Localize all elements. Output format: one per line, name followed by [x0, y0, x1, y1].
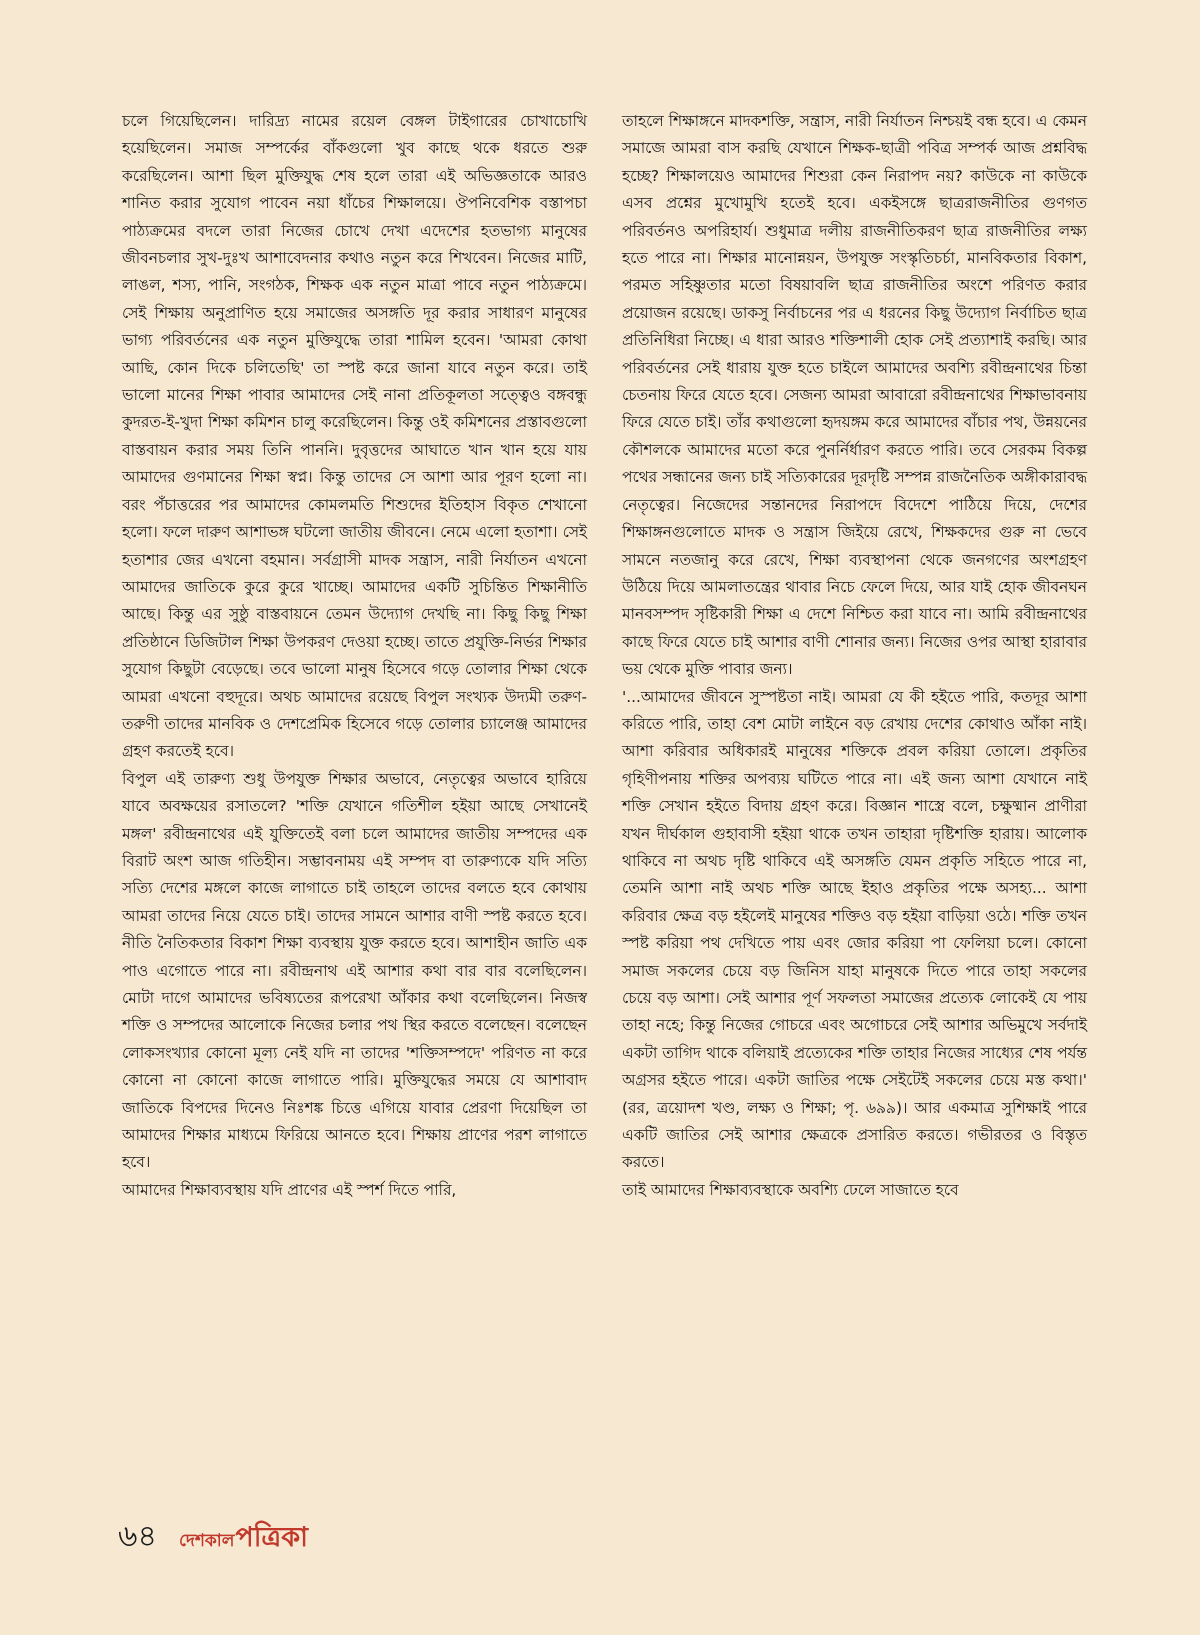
paragraph: আমাদের শিক্ষাব্যবস্থায় যদি প্রাণের এই স্পর্শ দিতে পারি, [122, 1180, 457, 1199]
quote-paragraph: '...আমাদের জীবনে সুস্পষ্টতা নাই। আমরা যে কী হইতে পারি, কতদূর আশা করিতে পারি, তাহা বেশ মোটা লাইনে বড় রেখায় দেশের কোথাও আঁকা নাই। আশা করিবার অধিকারই মানুষের শক্তিকে প্রবল করিয়া তোলে। প্রকৃতির গৃহিণীপনায় শক্তির অপব্যয় ঘটিতে পারে না। এই জন্য আশা যেখানে নাই শক্তি সেখান হইতে বিদায় গ্রহণ করে। বিজ্ঞান শাস্ত্রে বলে, চক্ষুষ্মান প্রাণীরা যখন দীর্ঘকাল গুহাবাসী হইয়া থাকে তখন তাহারা দৃষ্টিশক্তি হারায়। আলোক থাকিবে না অথচ দৃষ্টি থাকিবে এই অসঙ্গতি যেমন প্রকৃতি সহিতে পারে না, তেমনি আশা নাই অথচ শক্তি আছে ইহাও প্রকৃতির পক্ষে অসহ্য... আশা করিবার ক্ষেত্র বড় হইলেই মানুষের শক্তিও বড় হইয়া বাড়িয়া ওঠে। শক্তি তখন স্পষ্ট করিয়া পথ দেখিতে পায় এবং জোর করিয়া পা ফেলিয়া চলে। কোনো সমাজ সকলের চেয়ে বড় জিনিস যাহা মানুষকে দিতে পারে তাহা সকলের চেয়ে বড় আশা। সেই আশার পূর্ণ সফলতা সমাজের প্রত্যেক লোকেই যে পায় তাহা নহে; কিন্তু নিজের গোচরে এবং অগোচরে সেই আশার অভিমুখে সর্বদাই একটা তাগিদ থাকে বলিয়াই প্রত্যেকের শক্তি তাহার নিজের সাধ্যের শেষ পর্যন্ত অগ্রসর হইতে পারে। একটা জাতির পক্ষে সেইটেই সকলের চেয়ে মস্ত কথা।' (রর, ত্রয়োদশ খণ্ড, লক্ষ্য ও শিক্ষা; পৃ. ৬৯৯)। আর একমাত্র সুশিক্ষাই পারে একটি জাতির সেই আশার ক্ষেত্রকে প্রসারিত করতে। গভীরতর ও বিস্তৃত করতে। [622, 687, 1087, 1172]
paragraph: তাহলে শিক্ষাঙ্গনে মাদকশক্তি, সন্ত্রাস, নারী নির্যাতন নিশ্চয়ই বন্ধ হবে। এ কেমন সমাজে আমরা বাস করছি যেখানে শিক্ষক-ছাত্রী পবিত্র সম্পর্ক আজ প্রশ্নবিদ্ধ হচ্ছে? শিক্ষালয়েও আমাদের শিশুরা কেন নিরাপদ নয়? কাউকে না কাউকে এসব প্রশ্নের মুখোমুখি হতেই হবে। একইসঙ্গে ছাত্ররাজনীতির গুণগত পরিবর্তনও অপরিহার্য। শুধুমাত্র দলীয় রাজনীতিকরণ ছাত্র রাজনীতির লক্ষ্য হতে পারে না। শিক্ষার মানোন্নয়ন, উপযুক্ত সংস্কৃতিচর্চা, মানবিকতার বিকাশ, পরমত সহিষ্ণুতার মতো বিষয়াবলি ছাত্র রাজনীতির অংশে পরিণত করার প্রয়োজন রয়েছে। ডাকসু নির্বাচনের পর এ ধরনের কিছু উদ্যোগ নির্বাচিত ছাত্র প্রতিনিধিরা নিচ্ছে। এ ধারা আরও শক্তিশালী হোক সেই প্রত্যাশাই করছি। আর পরিবর্তনের সেই ধারায় যুক্ত হতে চাইলে আমাদের অবশ্যি রবীন্দ্রনাথের চিন্তা চেতনায় ফিরে যেতে হবে। সেজন্য আমরা আবারো রবীন্দ্রনাথের শিক্ষাভাবনায় ফিরে যেতে চাই। তাঁর কথাগুলো হৃদয়ঙ্গম করে আমাদের বাঁচার পথ, উন্নয়নের কৌশলকে আমাদের মতো করে পুনর্নির্ধারণ করতে পারি। তবে সেরকম বিকল্প পথের সন্ধানের জন্য চাই সত্যিকারের দূরদৃষ্টি সম্পন্ন রাজনৈতিক অঙ্গীকারাবদ্ধ নেতৃত্বের। নিজেদের সন্তানদের নিরাপদে বিদেশে পাঠিয়ে দিয়ে, দেশের শিক্ষাঙ্গনগুলোতে মাদক ও সন্ত্রাস জিইয়ে রেখে, শিক্ষকদের গুরু না ভেবে সামনে নতজানু করে রেখে, শিক্ষা ব্যবস্থাপনা থেকে জনগণের অংশগ্রহণ উঠিয়ে দিয়ে আমলাতন্ত্রের থাবার নিচে ফেলে দিয়ে, আর যাই হোক জীবনঘন মানবসম্পদ সৃষ্টিকারী শিক্ষা এ দেশে নিশ্চিত করা যাবে না। আমি রবীন্দ্রনাথের কাছে ফিরে যেতে চাই আশার বাণী শোনার জন্য। নিজের ওপর আস্থা হারাবার ভয় থেকে মুক্তি পাবার জন্য। [622, 112, 1087, 679]
left-column [122, 108, 587, 1204]
magazine-logo-prefix: দেশকাল [178, 1531, 235, 1551]
paragraph: চলে গিয়েছিলেন। দারিদ্র্য নামের রয়েল বেঙ্গল টাইগারের চোখাচোখি হয়েছিলেন। সমাজ সম্পর্কের বাঁকগুলো খুব কাছে থকে ধরতে শুরু করেছিলেন। আশা ছিল মুক্তিযুদ্ধ শেষ হলে তারা এই অভিজ্ঞতাকে আরও শানিত করার সুযোগ পাবেন নয়া ধাঁচের শিক্ষালয়ে। ঔপনিবেশিক বস্তাপচা পাঠ্যক্রমের বদলে তারা নিজের চোখে দেখা এদেশের হতভাগ্য মানুষের জীবনচলার সুখ-দুঃখ আশাবেদনার কথাও নতুন করে শিখবেন। নিজের মাটি, লাঙল, শস্য, পানি, সংগঠক, শিক্ষক এক নতুন মাত্রা পাবে নতুন পাঠ্যক্রমে। সেই শিক্ষায় অনুপ্রাণিত হয়ে সমাজের অসঙ্গতি দূর করার সাধারণ মানুষের ভাগ্য পরিবর্তনের এক নতুন মুক্তিযুদ্ধে তারা শামিল হবেন। 'আমরা কোথা আছি, কোন দিকে চলিতেছি' তা স্পষ্ট করে জানা যাবে নতুন করে। তাই ভালো মানের শিক্ষা পাবার আমাদের সেই নানা প্রতিকূলতা সত্ত্বেও বঙ্গবন্ধু কুদরত-ই-খুদা শিক্ষা কমিশন চালু করেছিলেন। কিন্তু ওই কমিশনের প্রস্তাবগুলো বাস্তবায়ন করার সময় তিনি পাননি। দুবৃত্তদের আঘাতে খান খান হয়ে যায় আমাদের গুণমানের শিক্ষা স্বপ্ন। কিন্তু তাদের সে আশা আর পূরণ হলো না। বরং পঁচাত্তরের পর আমাদের কোমলমতি শিশুদের ইতিহাস বিকৃত শেখানো হলো। ফলে দারুণ আশাভঙ্গ ঘটলো জাতীয় জীবনে। নেমে এলো হতাশা। সেই হতাশার জের এখনো বহমান। সর্বগ্রাসী মাদক সন্ত্রাস, নারী নির্যাতন এখনো আমাদের জাতিকে কুরে কুরে খাচ্ছে। আমাদের একটি সুচিন্তিত শিক্ষানীতি আছে। কিন্তু এর সুষ্ঠু বাস্তবায়নে তেমন উদ্যোগ দেখছি না। কিছু কিছু শিক্ষা প্রতিষ্ঠানে ডিজিটাল শিক্ষা উপকরণ দেওয়া হচ্ছে। তাতে প্রযুক্তি-নির্ভর শিক্ষার সুযোগ কিছুটা বেড়েছে। তবে ভালো মানুষ হিসেবে গড়ে তোলার শিক্ষা থেকে আমরা এখনো বহুদূরে। অথচ আমাদের রয়েছে বিপুল সংখ্যক উদ্যমী তরুণ-তরুণী তাদের মানবিক ও দেশপ্রেমিক হিসেবে গড়ে তোলার চ্যালেঞ্জ আমাদের গ্রহণ করতেই হবে। [122, 112, 587, 761]
page-footer [118, 1512, 308, 1563]
paragraph: তাই আমাদের শিক্ষাব্যবস্থাকে অবশ্যি ঢেলে সাজাতে হবে [622, 1180, 959, 1199]
right-column [622, 108, 1087, 1204]
magazine-logo-name: পত্রিকা [235, 1522, 308, 1553]
paragraph: বিপুল এই তারুণ্য শুধু উপযুক্ত শিক্ষার অভাবে, নেতৃত্বের অভাবে হারিয়ে যাবে অবক্ষয়ের রসাতলে? 'শক্তি যেখানে গতিশীল হইয়া আছে সেখানেই মঙ্গল' রবীন্দ্রনাথের এই যুক্তিতেই বলা চলে আমাদের জাতীয় সম্পদের এক বিরাট অংশ আজ গতিহীন। সম্ভাবনাময় এই সম্পদ বা তারুণ্যকে যদি সত্যি সত্যি দেশের মঙ্গলে কাজে লাগাতে চাই তাহলে তাদের বলতে হবে কোথায় আমরা তাদের নিয়ে যেতে চাই। তাদের সামনে আশার বাণী স্পষ্ট করতে হবে। নীতি নৈতিকতার বিকাশ শিক্ষা ব্যবস্থায় যুক্ত করতে হবে। আশাহীন জাতি এক পাও এগোতে পারে না। রবীন্দ্রনাথ এই আশার কথা বার বার বলেছিলেন। মোটা দাগে আমাদের ভবিষ্যতের রূপরেখা আঁকার কথা বলেছিলেন। নিজস্ব শক্তি ও সম্পদের আলোকে নিজের চলার পথ স্থির করতে বলেছেন। বলেছেন লোকসংখ্যার কোনো মূল্য নেই যদি না তাদের 'শক্তিসম্পদে' পরিণত না করে কোনো না কোনো কাজে লাগাতে পারি। মুক্তিযুদ্ধের সময়ে যে আশাবাদ জাতিকে বিপদের দিনেও নিঃশঙ্ক চিত্তে এগিয়ে যাবার প্রেরণা দিয়েছিল তা আমাদের শিক্ষার মাধ্যমে ফিরিয়ে আনতে হবে। শিক্ষায় প্রাণের পরশ লাগাতে হবে। [122, 769, 587, 1172]
page-number: ৬৪ [118, 1519, 157, 1554]
